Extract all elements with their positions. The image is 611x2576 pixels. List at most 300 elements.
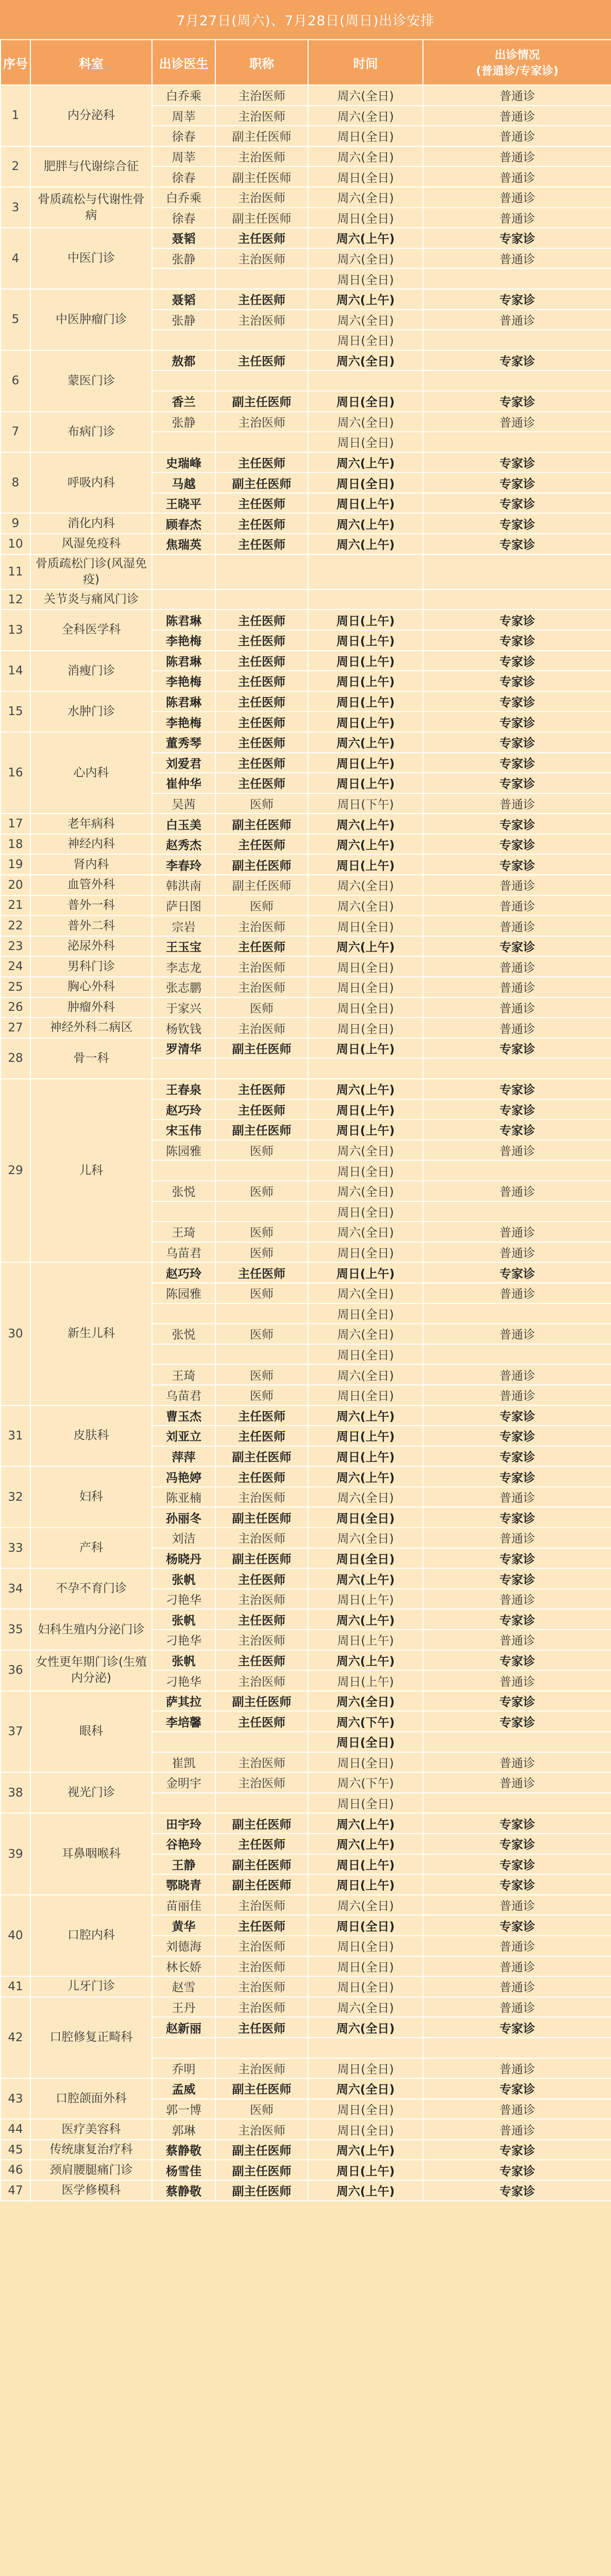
dept-cell: 骨质疏松门诊(风湿免疫) [30,554,152,589]
status-cell: 普通诊 [423,1487,611,1507]
seq-cell: 23 [1,936,30,957]
doctor-cell: 陈园雅 [152,1140,215,1161]
status-cell: 专家诊 [423,1854,611,1875]
doctor-cell: 萨日图 [152,895,215,916]
title-cell: 主治医师 [215,1670,308,1691]
time-cell: 周六(全日) [308,1324,423,1344]
time-cell: 周日(全日) [308,391,423,412]
doctor-cell: 聂韬 [152,228,215,248]
seq-cell: 20 [1,875,30,895]
table-row [1,1895,611,1916]
doctor-cell: 乌苗君 [152,1385,215,1405]
status-cell: 普通诊 [423,1772,611,1793]
status-cell: 专家诊 [423,1915,611,1936]
doctor-cell [152,330,215,350]
title-cell: 主任医师 [215,452,308,473]
table-row [1,2180,611,2201]
doctor-cell: 白玉美 [152,814,215,834]
time-cell: 周六(上午) [308,534,423,554]
time-cell: 周日(上午) [308,1038,423,1059]
table-row [1,146,611,167]
table-row [1,2160,611,2180]
title-cell: 副主任医师 [215,391,308,412]
seq-cell: 39 [1,1813,30,1894]
status-cell: 专家诊 [423,1711,611,1732]
doctor-cell: 刘爱君 [152,753,215,773]
table-row [1,895,611,916]
table-row [1,513,611,534]
time-cell: 周日(全日) [308,126,423,146]
doctor-cell: 马越 [152,472,215,493]
status-cell: 专家诊 [423,732,611,753]
table-row [1,2078,611,2099]
status-cell [423,370,611,391]
seq-cell: 13 [1,609,30,650]
doctor-cell: 罗清华 [152,1038,215,1059]
seq-cell: 44 [1,2119,30,2140]
title-cell: 主治医师 [215,956,308,977]
title-cell: 主任医师 [215,1466,308,1487]
status-cell: 普通诊 [423,1018,611,1038]
title-cell: 主治医师 [215,1752,308,1773]
table-row [1,814,611,834]
status-cell: 专家诊 [423,1120,611,1140]
dept-cell: 妇科生殖内分泌门诊 [30,1609,152,1650]
title-cell [215,268,308,289]
doctor-cell: 林长娇 [152,1956,215,1977]
time-cell: 周日(全日) [308,2058,423,2079]
doctor-cell: 郭琳 [152,2119,215,2140]
seq-cell: 14 [1,651,30,691]
seq-cell: 45 [1,2140,30,2160]
doctor-cell [152,1201,215,1222]
time-cell: 周六(上午) [308,1568,423,1589]
time-cell: 周六(上午) [308,1609,423,1630]
doctor-cell: 王琦 [152,1364,215,1385]
doctor-cell: 杨钦钱 [152,1018,215,1038]
status-cell: 专家诊 [423,452,611,473]
doctor-cell: 曹玉杰 [152,1405,215,1426]
title-cell: 主治医师 [215,1976,308,1997]
status-cell: 专家诊 [423,1099,611,1120]
title-cell: 医师 [215,2099,308,2120]
seq-cell: 34 [1,1568,30,1609]
table-row [1,589,611,610]
title-cell: 主任医师 [215,493,308,514]
doctor-cell: 王玉宝 [152,936,215,957]
dept-cell: 消瘦门诊 [30,651,152,691]
table-row [1,875,611,895]
time-cell: 周六(全日) [308,1487,423,1507]
seq-cell: 31 [1,1405,30,1467]
doctor-cell: 白乔乘 [152,85,215,106]
time-cell: 周日(全日) [308,1915,423,1936]
time-cell: 周日(上午) [308,711,423,732]
time-cell: 周六(全日) [308,1222,423,1242]
doctor-cell [152,370,215,391]
time-cell: 周六(全日) [308,248,423,269]
status-cell: 普通诊 [423,997,611,1018]
title-cell: 主任医师 [215,834,308,855]
status-cell: 专家诊 [423,1548,611,1569]
title-cell: 主治医师 [215,187,308,208]
dept-cell: 骨一科 [30,1038,152,1079]
doctor-cell: 聂韬 [152,289,215,310]
doctor-cell: 王晓平 [152,493,215,514]
doctor-cell: 孟威 [152,2078,215,2099]
time-cell: 周日(上午) [308,630,423,651]
time-cell: 周日(上午) [308,1630,423,1650]
dept-cell: 关节炎与痛风门诊 [30,589,152,610]
time-cell: 周日(上午) [308,671,423,691]
title-cell [215,432,308,452]
doctor-cell [152,589,215,610]
status-cell: 普通诊 [423,2058,611,2079]
title-cell: 主任医师 [215,1834,308,1854]
title-cell: 副主任医师 [215,1507,308,1528]
time-cell: 周六(全日) [308,350,423,371]
header-dept: 科室 [30,40,152,85]
seq-cell: 4 [1,228,30,289]
status-cell: 普通诊 [423,895,611,916]
table-row [1,609,611,630]
time-cell: 周日(全日) [308,1160,423,1181]
seq-cell: 5 [1,289,30,350]
status-cell: 专家诊 [423,1650,611,1671]
status-cell [423,1732,611,1752]
time-cell [308,2038,423,2058]
doctor-cell: 焦瑞英 [152,534,215,554]
status-cell: 专家诊 [423,2180,611,2201]
title-cell: 医师 [215,1140,308,1161]
status-cell [423,554,611,589]
time-cell: 周六(上午) [308,1079,423,1099]
status-cell: 专家诊 [423,1262,611,1283]
doctor-cell: 张静 [152,412,215,432]
title-cell: 医师 [215,1324,308,1344]
time-cell: 周日(上午) [308,609,423,630]
status-cell: 专家诊 [423,834,611,855]
time-cell: 周日(全日) [308,330,423,350]
status-cell: 专家诊 [423,289,611,310]
status-cell: 普通诊 [423,956,611,977]
status-cell: 普通诊 [423,1324,611,1344]
seq-cell: 42 [1,1997,30,2078]
doctor-cell: 周莘 [152,106,215,126]
table-row [1,1772,611,1793]
title-cell: 主任医师 [215,534,308,554]
time-cell: 周六(全日) [308,1691,423,1711]
time-cell [308,589,423,610]
dept-cell: 骨质疏松与代谢性骨病 [30,187,152,228]
seq-cell: 12 [1,589,30,610]
seq-cell: 43 [1,2078,30,2119]
time-cell: 周日(上午) [308,1099,423,1120]
status-cell: 专家诊 [423,1691,611,1711]
doctor-cell: 宋玉伟 [152,1120,215,1140]
title-cell [215,330,308,350]
status-cell: 普通诊 [423,1528,611,1548]
title-cell [215,1303,308,1324]
dept-cell: 内分泌科 [30,85,152,146]
status-cell: 专家诊 [423,228,611,248]
time-cell: 周日(上午) [308,753,423,773]
title-cell: 主任医师 [215,651,308,671]
doctor-cell: 王丹 [152,1997,215,2018]
dept-cell: 口腔颌面外科 [30,2078,152,2119]
table-row [1,1018,611,1038]
seq-cell: 47 [1,2180,30,2201]
title-cell: 主任医师 [215,2017,308,2038]
doctor-cell: 李艳梅 [152,711,215,732]
title-cell: 主治医师 [215,916,308,936]
dept-cell: 产科 [30,1528,152,1568]
status-cell: 专家诊 [423,936,611,957]
status-cell [423,1201,611,1222]
title-cell: 医师 [215,895,308,916]
title-cell: 主治医师 [215,85,308,106]
seq-cell: 37 [1,1691,30,1772]
title-cell: 主任医师 [215,732,308,753]
schedule-body [1,85,611,2201]
seq-cell: 3 [1,187,30,228]
title-cell [215,370,308,391]
title-cell [215,1344,308,1365]
dept-cell: 胸心外科 [30,977,152,997]
seq-cell: 22 [1,916,30,936]
title-cell: 主任医师 [215,936,308,957]
dept-cell: 儿牙门诊 [30,1976,152,1997]
status-cell: 普通诊 [423,1364,611,1385]
time-cell: 周六(上午) [308,1813,423,1834]
dept-cell: 肥胖与代谢综合征 [30,146,152,187]
status-cell: 普通诊 [423,1222,611,1242]
time-cell: 周日(全日) [308,268,423,289]
title-cell: 副主任医师 [215,875,308,895]
time-cell: 周日(上午) [308,1426,423,1446]
doctor-cell: 张帆 [152,1609,215,1630]
time-cell: 周六(上午) [308,1834,423,1854]
time-cell: 周六(全日) [308,2017,423,2038]
table-row [1,732,611,753]
status-cell: 普通诊 [423,1589,611,1609]
seq-cell: 28 [1,1038,30,1079]
status-cell [423,1303,611,1324]
status-cell: 专家诊 [423,753,611,773]
time-cell: 周日(上午) [308,1670,423,1691]
title-cell: 副主任医师 [215,1854,308,1875]
doctor-cell: 杨晓丹 [152,1548,215,1569]
seq-cell: 2 [1,146,30,187]
title-cell: 主任医师 [215,609,308,630]
dept-cell: 儿科 [30,1079,152,1262]
status-cell [423,330,611,350]
doctor-cell: 史瑞峰 [152,452,215,473]
title-cell: 主治医师 [215,106,308,126]
time-cell: 周日(上午) [308,773,423,793]
time-cell: 周六(上午) [308,1650,423,1671]
seq-cell: 41 [1,1976,30,1997]
dept-cell: 心内科 [30,732,152,814]
time-cell: 周六(上午) [308,834,423,855]
time-cell: 周六(全日) [308,1364,423,1385]
doctor-cell: 周莘 [152,146,215,167]
title-cell: 主任医师 [215,1426,308,1446]
doctor-cell: 宗岩 [152,916,215,936]
status-cell: 普通诊 [423,2099,611,2120]
doctor-cell: 孙丽冬 [152,1507,215,1528]
doctor-cell: 于家兴 [152,997,215,1018]
header-status [423,40,611,85]
time-cell: 周六(全日) [308,1283,423,1303]
status-cell: 专家诊 [423,1446,611,1467]
title-cell: 主治医师 [215,1487,308,1507]
seq-cell: 33 [1,1528,30,1568]
status-cell: 专家诊 [423,1079,611,1099]
status-cell: 普通诊 [423,1630,611,1650]
doctor-cell: 张悦 [152,1181,215,1201]
title-cell: 医师 [215,1283,308,1303]
time-cell: 周日(全日) [308,208,423,228]
dept-cell: 不孕不育门诊 [30,1568,152,1609]
doctor-cell [152,1303,215,1324]
seq-cell: 30 [1,1262,30,1405]
doctor-cell: 董秀琴 [152,732,215,753]
title-cell: 主任医师 [215,630,308,651]
dept-cell: 传统康复治疗科 [30,2140,152,2160]
status-cell: 专家诊 [423,1405,611,1426]
time-cell: 周日(全日) [308,1201,423,1222]
status-cell: 专家诊 [423,691,611,712]
doctor-cell: 赵巧玲 [152,1099,215,1120]
title-cell [215,1160,308,1181]
status-cell [423,432,611,452]
title-cell: 主治医师 [215,1589,308,1609]
title-cell: 主任医师 [215,1915,308,1936]
doctor-cell: 苗丽佳 [152,1895,215,1916]
doctor-cell: 陈君琳 [152,651,215,671]
time-cell: 周日(上午) [308,1874,423,1895]
doctor-cell: 张静 [152,248,215,269]
doctor-cell: 赵秀杰 [152,834,215,855]
status-cell: 专家诊 [423,651,611,671]
status-cell [423,589,611,610]
dept-cell: 普外二科 [30,916,152,936]
status-cell: 专家诊 [423,630,611,651]
time-cell: 周日(上午) [308,1589,423,1609]
time-cell: 周日(全日) [308,997,423,1018]
seq-cell: 29 [1,1079,30,1262]
title-cell: 副主任医师 [215,854,308,875]
time-cell: 周六(全日) [308,85,423,106]
doctor-cell: 赵新丽 [152,2017,215,2038]
status-cell: 普通诊 [423,1936,611,1956]
title-cell: 医师 [215,997,308,1018]
status-cell: 专家诊 [423,1874,611,1895]
status-cell: 普通诊 [423,916,611,936]
title-cell: 主任医师 [215,1079,308,1099]
header-doctor: 出诊医生 [152,40,215,85]
time-cell: 周日(全日) [308,1344,423,1365]
doctor-cell: 李艳梅 [152,630,215,651]
seq-cell: 24 [1,956,30,977]
title-cell [215,1732,308,1752]
dept-cell: 普外一科 [30,895,152,916]
dept-cell: 男科门诊 [30,956,152,977]
table-row [1,2119,611,2140]
table-row [1,187,611,208]
seq-cell: 36 [1,1650,30,1691]
table-row [1,228,611,248]
title-cell: 副主任医师 [215,1813,308,1834]
title-cell: 主任医师 [215,228,308,248]
seq-cell: 18 [1,834,30,855]
status-cell: 普通诊 [423,793,611,814]
time-cell: 周日(上午) [308,2160,423,2180]
time-cell: 周日(全日) [308,2099,423,2120]
seq-cell: 15 [1,691,30,732]
status-cell: 专家诊 [423,814,611,834]
time-cell: 周日(全日) [308,1385,423,1405]
doctor-cell: 陈君琳 [152,609,215,630]
dept-cell: 消化内科 [30,513,152,534]
dept-cell: 中医门诊 [30,228,152,289]
title-cell: 主治医师 [215,1956,308,1977]
time-cell: 周六(全日) [308,146,423,167]
seq-cell: 25 [1,977,30,997]
title-cell: 主治医师 [215,310,308,330]
status-cell: 专家诊 [423,2017,611,2038]
table-row [1,85,611,106]
time-cell: 周六(上午) [308,452,423,473]
table-row [1,1262,611,1283]
doctor-cell: 蔡静敬 [152,2140,215,2160]
table-row [1,2140,611,2160]
status-cell: 专家诊 [423,1507,611,1528]
time-cell: 周日(全日) [308,1956,423,1977]
title-cell: 主任医师 [215,1711,308,1732]
status-cell [423,1160,611,1181]
seq-cell: 26 [1,997,30,1018]
title-cell [215,1058,308,1079]
table-row [1,1976,611,1997]
doctor-cell: 田宇玲 [152,1813,215,1834]
time-cell: 周日(全日) [308,1018,423,1038]
status-cell: 普通诊 [423,875,611,895]
status-cell: 普通诊 [423,208,611,228]
title-cell: 主治医师 [215,1018,308,1038]
time-cell: 周六(上午) [308,814,423,834]
status-cell: 普通诊 [423,412,611,432]
doctor-cell: 王春泉 [152,1079,215,1099]
time-cell: 周六(上午) [308,732,423,753]
seq-cell: 38 [1,1772,30,1813]
time-cell: 周日(全日) [308,956,423,977]
time-cell: 周六(全日) [308,875,423,895]
seq-cell: 8 [1,452,30,514]
doctor-cell: 徐春 [152,126,215,146]
title-cell: 主任医师 [215,753,308,773]
title-cell [215,589,308,610]
doctor-cell: 王静 [152,1854,215,1875]
doctor-cell: 蔡静敬 [152,2180,215,2201]
table-row [1,651,611,671]
doctor-cell: 张帆 [152,1568,215,1589]
title-cell: 主任医师 [215,1262,308,1283]
status-cell: 专家诊 [423,773,611,793]
status-cell: 普通诊 [423,1385,611,1405]
dept-cell: 视光门诊 [30,1772,152,1813]
